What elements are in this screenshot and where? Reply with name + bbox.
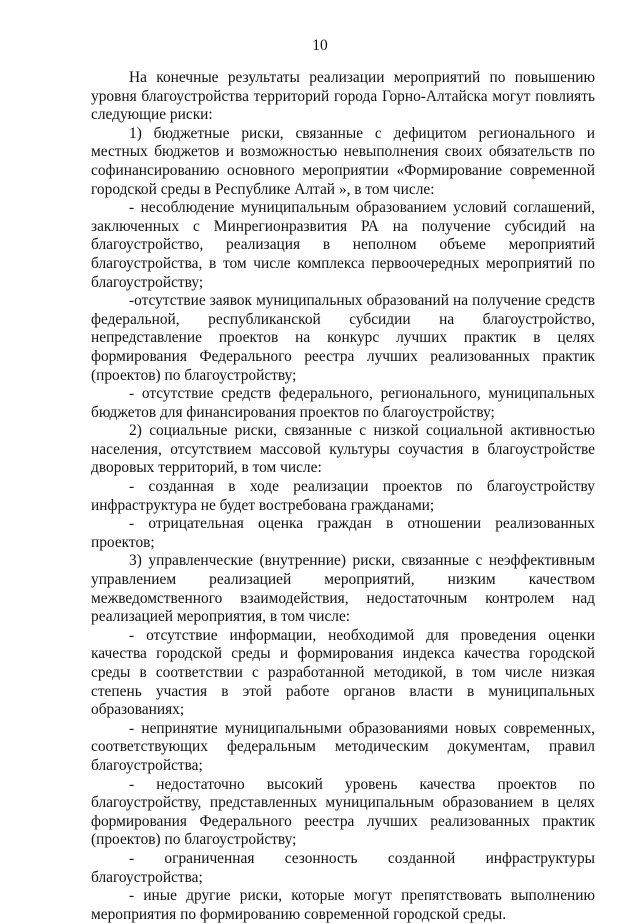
paragraph-social-risk-assessment: - отрицательная оценка граждан в отношении реализованных проектов; <box>91 515 595 551</box>
paragraph-other-risks: - иные другие риски, которые могут препятствовать выполнению мероприятия по формированию современной городской среды. <box>91 887 595 923</box>
paragraph-social-risk-demand: - созданная в ходе реализации проектов по благоустройству инфраструктура не будет востребована гражданами; <box>91 478 595 514</box>
paragraph-budget-risk-applications: -отсутствие заявок муниципальных образований на получение средств федеральной, республиканской субсидии на благоустройство, непредставление проектов на конкурс лучших практик в целях формирования Федерального реестра лучших реализованных практик (проектов) по благоустройству; <box>91 292 595 384</box>
paragraph-management-risk-information: - отсутствие информации, необходимой для проведения оценки качества городской среды и формирования индекса качества городской среды в соответствии с разработанной методикой, в том числе низкая степень участия в этой работе органов власти в муниципальных образованиях; <box>91 626 595 719</box>
paragraph-budget-risk-funds: - отсутствие средств федерального, регионального, муниципальных бюджетов для финансирования проектов по благоустройству; <box>91 385 595 421</box>
document-body <box>91 69 595 924</box>
paragraph-management-risks: 3) управленческие (внутренние) риски, связанные с неэффективным управлением реализацией мероприятий, низким качеством межведомственного взаимодействия, недостаточным контролем над реализацией мероприятия, в том числе: <box>91 552 595 626</box>
paragraph-management-risk-rules: - непринятие муниципальными образованиями новых современных, соответствующих федеральным методическим документам, правил благоустройства; <box>91 719 595 774</box>
paragraph-budget-risks: 1) бюджетные риски, связанные с дефицитом регионального и местных бюджетов и возможностью невыполнения своих обязательств по софинансированию основного мероприятии «Формирование современной городской среды в Республике Алтай », в том числе: <box>91 124 595 198</box>
paragraph-management-risk-quality: - недостаточно высокий уровень качества проектов по благоустройству, представленных муниципальным образованием в целях формирования Федерального реестра лучших реализованных практик (проектов) по благоустройству; <box>91 775 595 849</box>
paragraph-budget-risk-agreements: - несоблюдение муниципальным образованием условий соглашений, заключенных с Минрегионразвития РА на получение субсидий на благоустройство, реализация в неполном объеме мероприятий благоустройства, в том числе комплекса первоочередных мероприятий по благоустройству; <box>91 199 595 291</box>
paragraph-management-risk-seasonality: - ограниченная сезонность созданной инфраструктуры благоустройства; <box>91 849 595 886</box>
paragraph-social-risks: 2) социальные риски, связанные с низкой социальной активностью населения, отсутствием массовой культуры соучастия в благоустройстве дворовых территорий, в том числе: <box>91 422 595 477</box>
paragraph-intro: На конечные результаты реализации мероприятий по повышению уровня благоустройства территорий города Горно-Алтайска могут повлиять следующие риски: <box>91 69 595 124</box>
page-number: 10 <box>312 37 328 54</box>
